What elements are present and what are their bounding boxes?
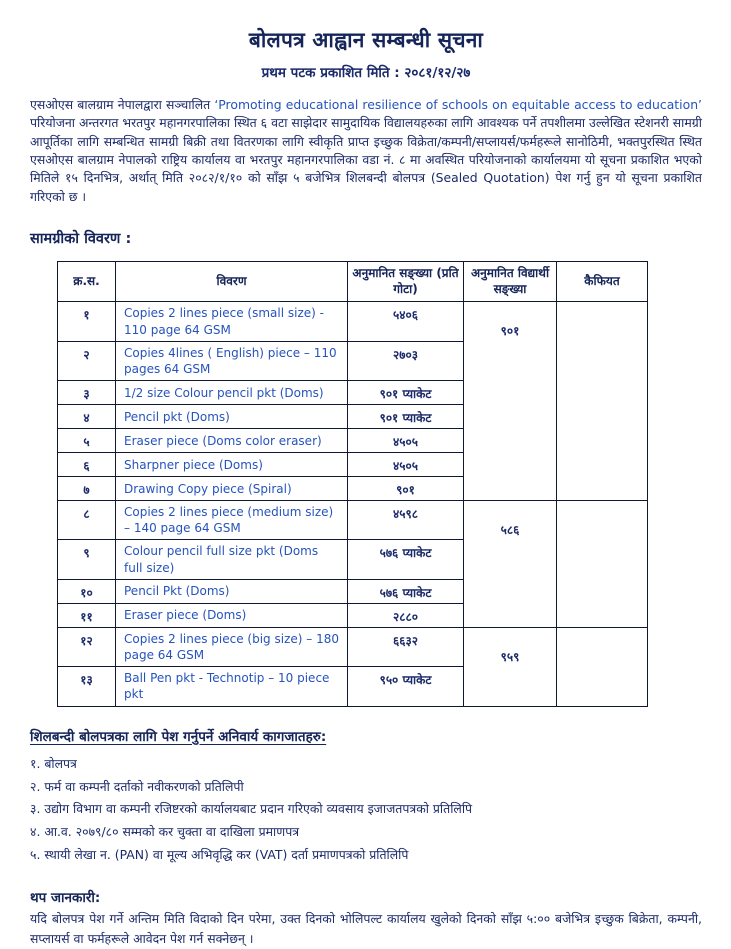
row-sn: ३ — [58, 381, 116, 405]
row-qty: ६६३२ — [348, 627, 464, 666]
remarks-group-3 — [557, 627, 648, 706]
row-qty: २८८० — [348, 603, 464, 627]
col-header-description: विवरण — [116, 262, 348, 302]
required-documents-list — [30, 753, 702, 868]
student-count-group-3: ९५९ — [464, 627, 557, 706]
row-description: Colour pencil full size pkt (Doms full size) — [116, 540, 348, 579]
row-description: Ball Pen pkt - Technotip – 10 piece pkt — [116, 667, 348, 706]
col-header-sn: क्र.स. — [58, 262, 116, 302]
row-sn: ६ — [58, 453, 116, 477]
intro-pre-text: एसओएस बालग्राम नेपालद्वारा सञ्चालित — [30, 97, 211, 112]
row-sn: ९ — [58, 540, 116, 579]
row-qty: २७०३ — [348, 341, 464, 380]
student-count-group-1: ९०१ — [464, 302, 557, 501]
row-description: Copies 2 lines piece (medium size) – 140 page 64 GSM — [116, 501, 348, 540]
row-description: Pencil Pkt (Doms) — [116, 579, 348, 603]
row-description: Sharpner piece (Doms) — [116, 453, 348, 477]
intro-post-text: परियोजना अन्तरगत भरतपुर महानगरपालिका स्थित ६ वटा साझेदार सामुदायिक विद्यालयहरुका लागि आवश्यक पर्ने तपशीलमा उल्लेखित स्टेशनरी सामग्री आपूर्तिका लागि सम्बन्धित सामग्री बिक्री तथा वितरणका लागि स्वीकृति प्राप्त इच्छुक विक्रेता/कम्पनी/सप्लायर्स/फर्महरूले सानोठिमी, भक्तपुरस्थित स्थित एसओएस बालग्राम नेपालको राष्ट्रिय कार्यालय वा भरतपुर महानगरपालिका वडा नं. ८ मा अवस्थित परियोजनाको कार्यालयमा यो सूचना प्रकाशित भएको मितिले १५ दिनभित्र, अर्थात् मिति २०८२/१/१० को साँझ ५ बजेभित्र शिलबन्दी बोलपत्र (Sealed Quotation) पेश गर्नु हुन यो सूचना प्रकाशित गरिएको छ । — [30, 115, 702, 204]
table-header-row — [58, 262, 648, 302]
row-sn: ५ — [58, 429, 116, 453]
remarks-group-1 — [557, 302, 648, 501]
row-qty: ९५० प्याकेट — [348, 667, 464, 706]
table-row — [58, 501, 648, 540]
row-description: Copies 2 lines piece (big size) – 180 page 64 GSM — [116, 627, 348, 666]
col-header-student-count: अनुमानित विद्यार्थी सङ्ख्या — [464, 262, 557, 302]
row-description: Copies 2 lines piece (small size) - 110 page 64 GSM — [116, 302, 348, 341]
row-sn: ८ — [58, 501, 116, 540]
row-qty: ४५०५ — [348, 429, 464, 453]
row-description: 1/2 size Colour pencil pkt (Doms) — [116, 381, 348, 405]
additional-info-paragraph: यदि बोलपत्र पेश गर्ने अन्तिम मिति विदाको दिन परेमा, उक्त दिनको भोलिपल्ट कार्यालय खुलेको दिनको साँझ ५:०० बजेभित्र इच्छुक बिक्रेता, कम्पनी, सप्लायर्स वा फर्महरूले आवेदन पेश गर्न सक्नेछन् । — [30, 911, 702, 947]
required-documents-heading: शिलबन्दी बोलपत्रका लागि पेश गर्नुपर्ने अनिवार्य कागजातहरु: — [30, 728, 327, 745]
row-description: Copies 4lines ( English) piece – 110 pages 64 GSM — [116, 341, 348, 380]
list-item: २. फर्म वा कम्पनी दर्ताको नवीकरणको प्रतिलिपी — [30, 778, 244, 794]
row-sn: १ — [58, 302, 116, 341]
intro-paragraph — [30, 96, 702, 206]
row-qty: ४५०५ — [348, 453, 464, 477]
remarks-group-2 — [557, 501, 648, 628]
row-qty: ९०१ प्याकेट — [348, 405, 464, 429]
additional-info-heading: थप जानकारी: — [30, 890, 101, 907]
published-date-line: प्रथम पटक प्रकाशित मिति : २०८१/१२/२७ — [261, 65, 471, 81]
row-qty: ५७६ प्याकेट — [348, 579, 464, 603]
row-sn: ४ — [58, 405, 116, 429]
row-sn: २ — [58, 341, 116, 380]
student-count-group-2: ५८६ — [464, 501, 557, 628]
col-header-estimated-qty: अनुमानित सङ्ख्या (प्रति गोटा) — [348, 262, 464, 302]
row-qty: ५४०६ — [348, 302, 464, 341]
list-item: ३. उद्योग विभाग वा कम्पनी रजिष्टरको कार्यालयबाट प्रदान गरिएको व्यवसाय इजाजतपत्रको प्रतिलिपि — [30, 801, 473, 817]
row-description: Drawing Copy piece (Spiral) — [116, 477, 348, 501]
col-header-remarks: कैफियत — [557, 262, 648, 302]
page-title: बोलपत्र आह्वान सम्बन्धी सूचना — [248, 28, 484, 52]
row-sn: ११ — [58, 603, 116, 627]
row-sn: ७ — [58, 477, 116, 501]
list-item: ४. आ.व. २०७९/८० सम्मको कर चुक्ता वा दाखिला प्रमाणपत्र — [30, 824, 300, 840]
row-qty: ४५९८ — [348, 501, 464, 540]
row-qty: ९०१ प्याकेट — [348, 381, 464, 405]
row-qty: ५७६ प्याकेट — [348, 540, 464, 579]
row-sn: १० — [58, 579, 116, 603]
list-item: १. बोलपत्र — [30, 755, 77, 771]
row-sn: १२ — [58, 627, 116, 666]
row-sn: १३ — [58, 667, 116, 706]
list-item: ५. स्थायी लेखा न. (PAN) वा मूल्य अभिवृद्धि कर (VAT) दर्ता प्रमाणपत्रको प्रतिलिपि — [30, 847, 409, 863]
row-description: Eraser piece (Doms color eraser) — [116, 429, 348, 453]
row-qty: ९०१ — [348, 477, 464, 501]
materials-heading: सामग्रीको विवरण : — [30, 231, 132, 248]
row-description: Eraser piece (Doms) — [116, 603, 348, 627]
project-name-english: ‘Promoting educational resilience of schools on equitable access to education’ — [214, 97, 702, 112]
table-row — [58, 627, 648, 666]
materials-table — [57, 261, 648, 706]
table-row — [58, 302, 648, 341]
row-description: Pencil pkt (Doms) — [116, 405, 348, 429]
